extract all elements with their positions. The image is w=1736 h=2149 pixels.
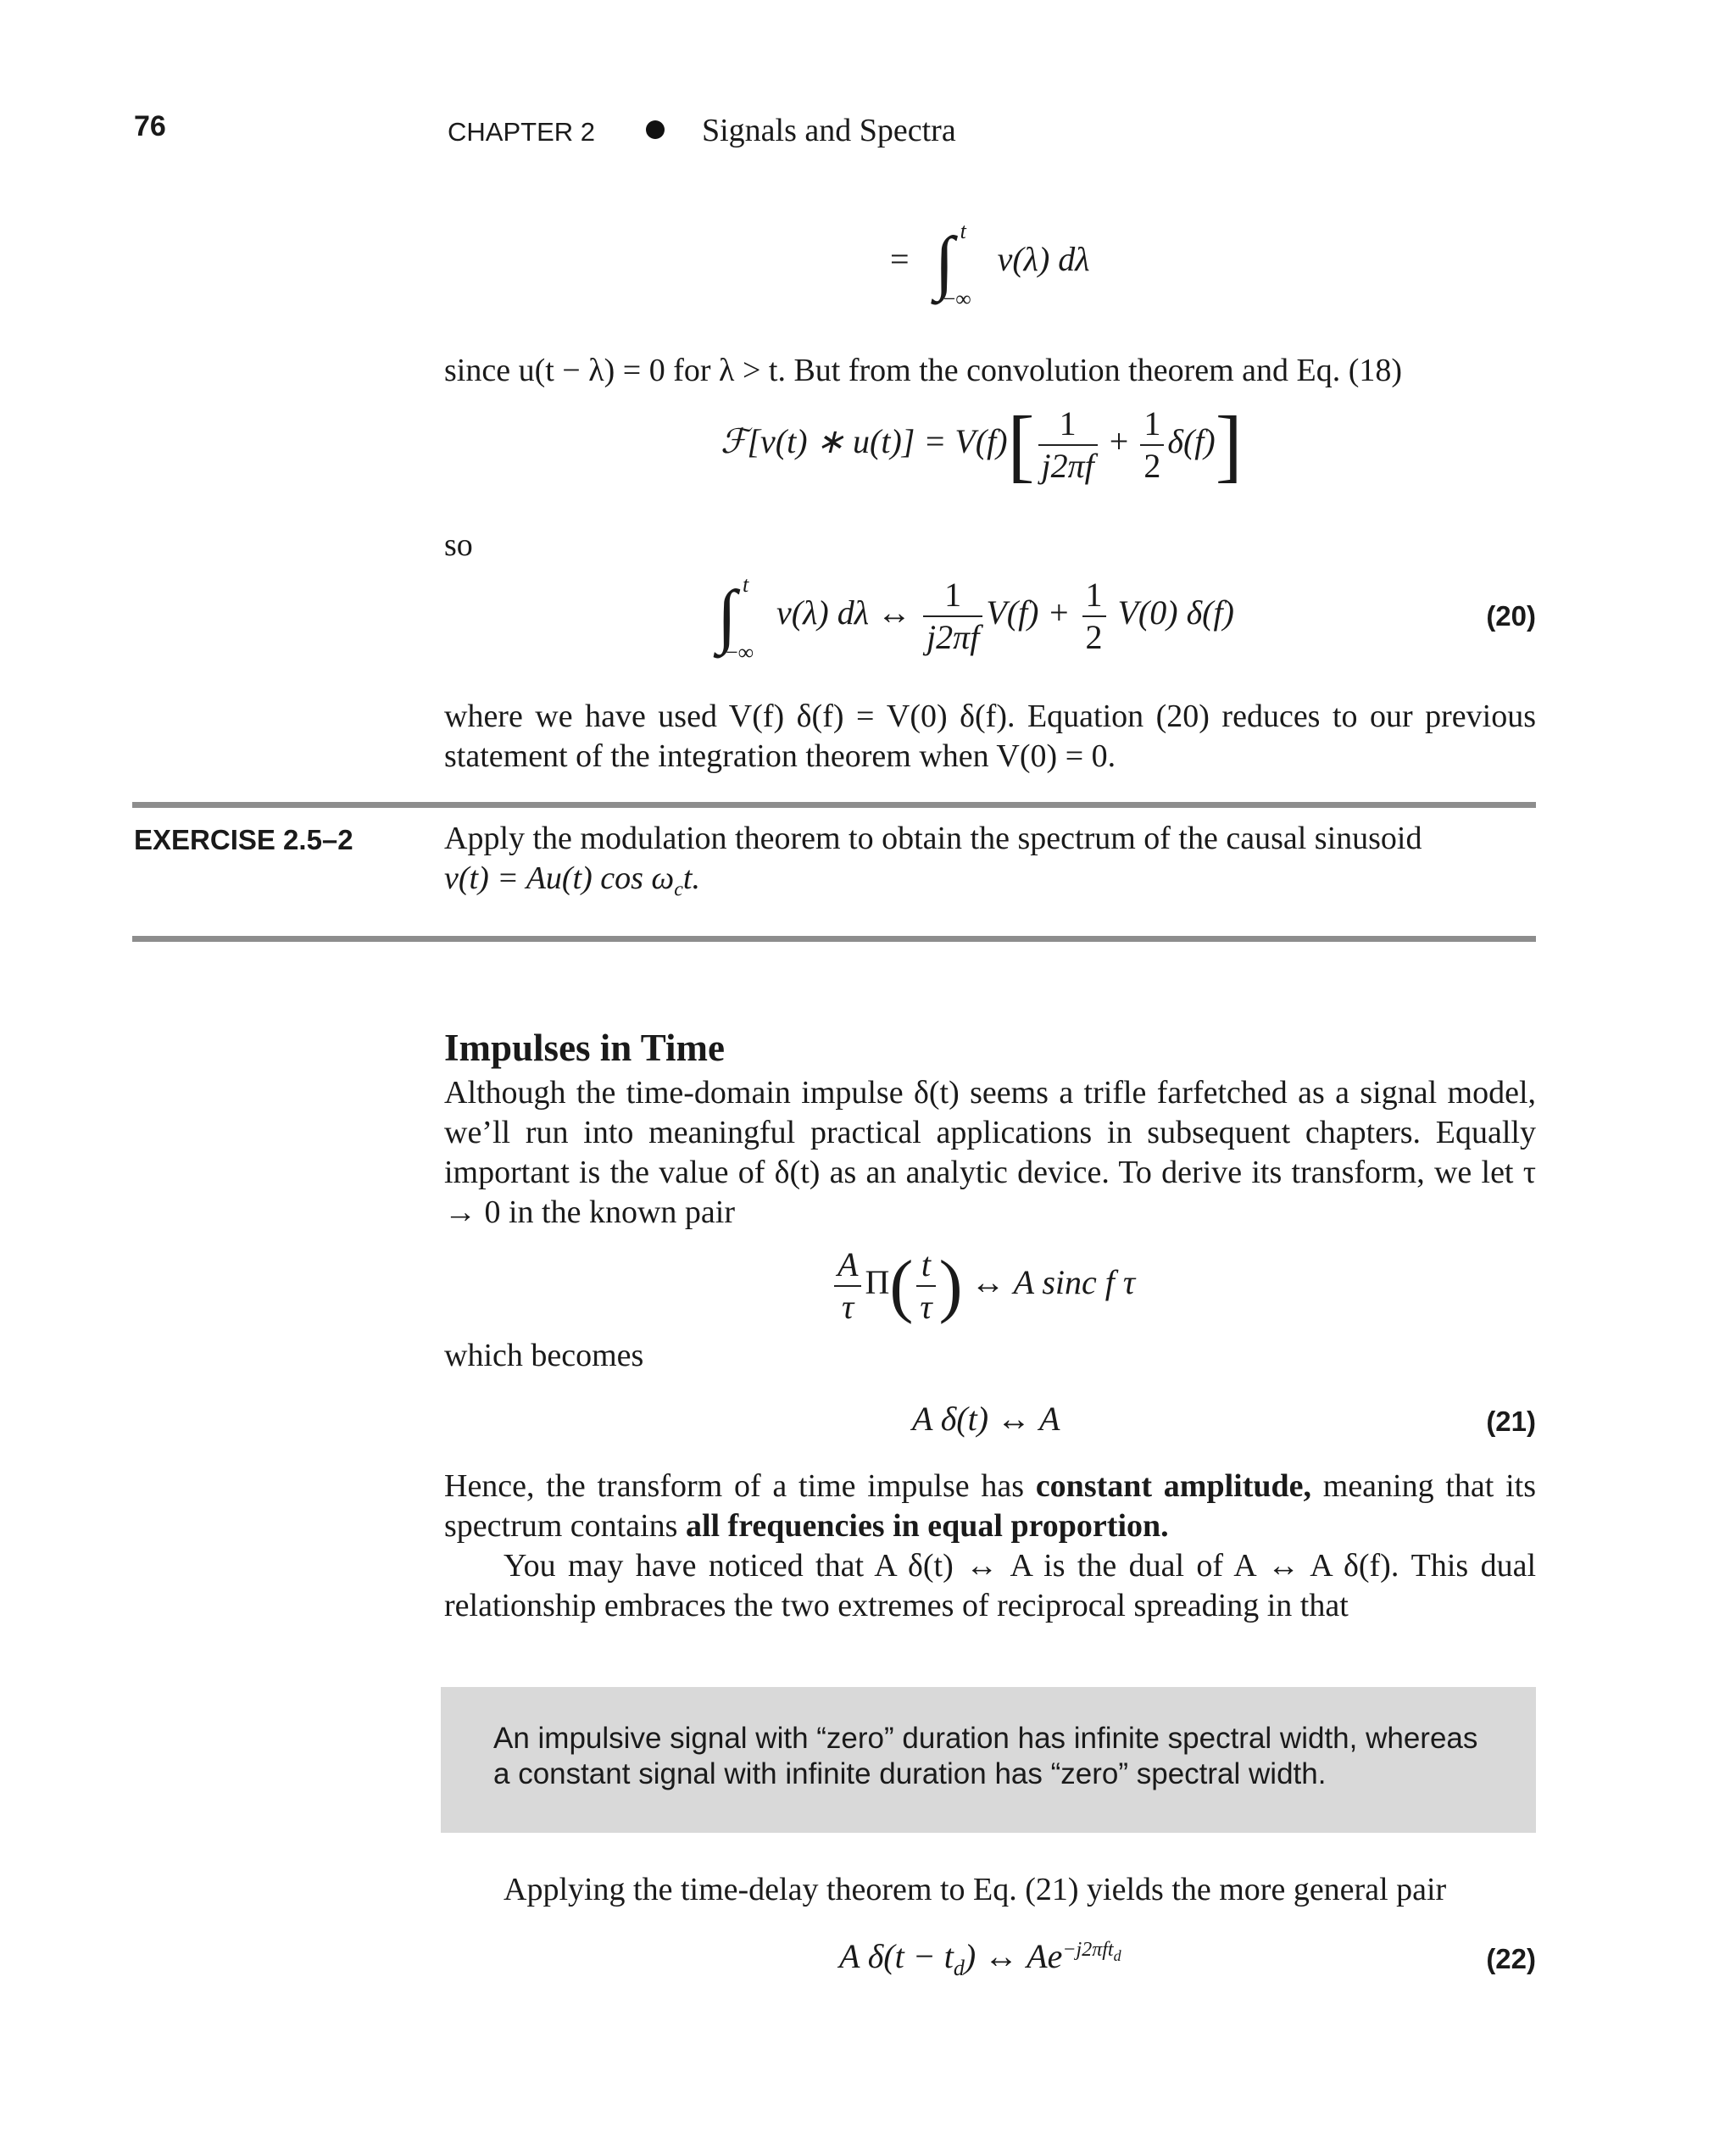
exercise-bottom-rule	[132, 936, 1536, 942]
equation-number-21: (21)	[1486, 1406, 1536, 1437]
page-number: 76	[134, 110, 166, 142]
equation-number-22: (22)	[1486, 1943, 1536, 1974]
chapter-title: Signals and Spectra	[701, 113, 956, 148]
convolution-equation: ℱ[v(t) ∗ u(t)] = V(f)[ $\frac{1}{j2\pi f}$ + $\frac{1}{2}$ δ(f)]	[721, 399, 1243, 490]
running-head	[448, 112, 956, 149]
exercise-label: EXERCISE 2.5–2	[134, 824, 353, 855]
equation-20: ∫ t −∞ v(λ) dλ ↔ $\frac{1}{j2\pi f}$ V(f) + $\frac{1}{2}$ V(0) δ(f)	[717, 572, 1234, 665]
integral-sign-icon: ∫ t −∞	[717, 572, 754, 665]
equation-21: A δ(t) ↔ A	[912, 1400, 1060, 1438]
exercise-text: Apply the modulation theorem to obtain the spectrum of the causal sinusoid v(t) = Au(t) $\cos \omega_ct$.	[444, 821, 1422, 901]
paragraph-constant-amplitude: Hence, the transform of a time impulse has constant amplitude, meaning that its spectrum contains all frequencies in equal proportion.	[444, 1468, 1537, 1544]
rect-sinc-pair-equation: $\frac{A}{\tau}$ Π( $\frac{t}{\tau}$ ) ↔ A sinc f τ	[831, 1246, 1135, 1326]
so-text: so	[444, 527, 473, 563]
callout-text: An impulsive signal with “zero” duration has infinite spectral width, whereas a constant signal with infinite duration has “zero” spectral width.	[493, 1722, 1478, 1790]
equation-22: A $\delta(t - t_d)$ ↔ $Ae^{-j2\pi ft_d}$	[839, 1937, 1121, 1980]
paragraph-time-delay: Applying the time-delay theorem to Eq. (21) yields the more general pair	[504, 1872, 1447, 1907]
top-equation: = ∫ t −∞ v(λ) dλ	[890, 219, 1090, 311]
section-heading: Impulses in Time	[444, 1027, 725, 1069]
which-becomes-text: which becomes	[444, 1338, 644, 1373]
since-text: since u(t − λ) = 0 for λ > t. But from the convolution theorem and Eq. (18)	[444, 353, 1403, 388]
where-text: where we have used V(f) δ(f) = V(0) δ(f). Equation (20) reduces to our previous statement of the integration theorem when V(0) = 0.	[444, 699, 1536, 774]
paragraph-impulse-intro: Although the time-domain impulse δ(t) seems a trifle farfetched as a signal model, we’ll run into meaningful practical applications in subsequent chapters. Equally important is the value of δ(t) as an analytic device. To derive its transform, we let τ → 0 in the known pair	[444, 1075, 1536, 1230]
equation-number-20: (20)	[1486, 600, 1536, 632]
exercise-top-rule	[132, 802, 1536, 808]
bullet-dot-icon	[646, 120, 665, 139]
integral-sign-icon: ∫ t −∞	[934, 219, 971, 311]
chapter-label: CHAPTER 2	[448, 117, 595, 147]
paragraph-duality: You may have noticed that A δ(t) ↔ A is the dual of A ↔ A δ(f). This dual relationship embraces the two extremes of reciprocal spreading in that	[444, 1548, 1536, 1623]
